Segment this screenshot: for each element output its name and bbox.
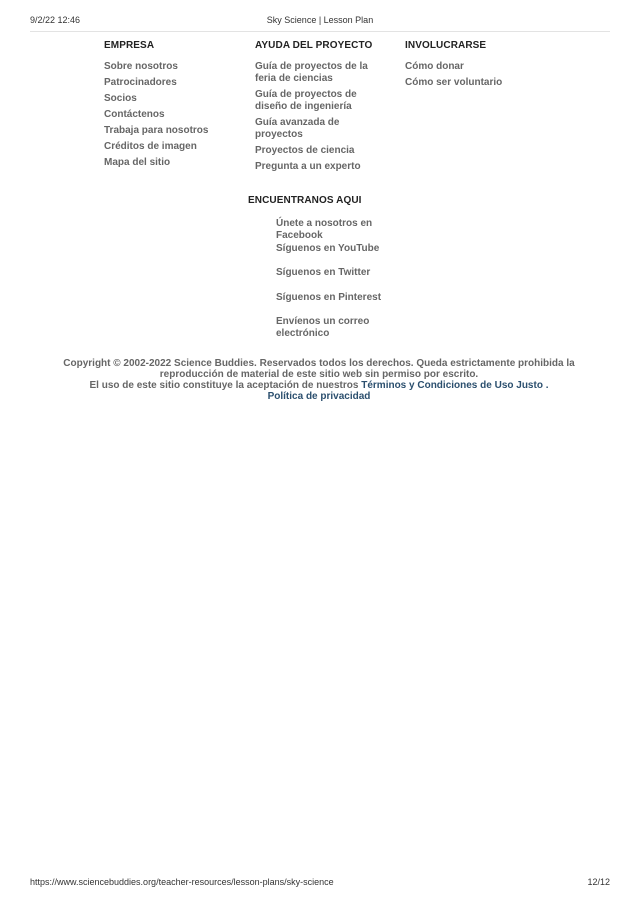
terms-suffix: . xyxy=(545,380,549,391)
footer-link-trabaja[interactable]: Trabaja para nosotros xyxy=(104,125,209,136)
link-list xyxy=(104,61,234,169)
footer-column-involucrarse xyxy=(405,40,545,93)
social-link-pinterest[interactable]: Síguenos en Pinterest xyxy=(276,291,382,303)
link-list xyxy=(405,61,545,89)
column-heading: EMPRESA xyxy=(104,40,155,51)
footer-link-creditos-imagen[interactable]: Créditos de imagen xyxy=(104,141,197,152)
copyright-text: Copyright © 2002-2022 Science Buddies. Reservados todos los derechos. Queda estrictamente prohibida la reproducción de material de este sitio web sin permiso por escrito. xyxy=(63,358,575,380)
footer-link-sobre-nosotros[interactable]: Sobre nosotros xyxy=(104,61,178,72)
print-date: 9/2/22 12:46 xyxy=(30,15,81,25)
footer-column-empresa xyxy=(104,40,234,173)
find-us-section xyxy=(248,195,398,341)
link-list xyxy=(255,61,375,173)
footer-link-guia-feria[interactable]: Guía de proyectos de la feria de ciencias xyxy=(255,61,368,84)
footer-link-guia-avanzada[interactable]: Guía avanzada de proyectos xyxy=(255,117,340,140)
footer-link-como-donar[interactable]: Cómo donar xyxy=(405,61,464,72)
page-number: 12/12 xyxy=(587,877,610,887)
social-link-twitter[interactable]: Síguenos en Twitter xyxy=(276,267,371,278)
footer-link-guia-ingenieria[interactable]: Guía de proyectos de diseño de ingeniería xyxy=(255,89,357,112)
column-heading: AYUDA DEL PROYECTO xyxy=(255,40,373,51)
terms-prefix: El uso de este sitio constituye la aceptación de nuestros xyxy=(89,380,362,391)
social-link-list xyxy=(248,218,398,339)
print-header xyxy=(30,15,610,29)
print-title: Sky Science | Lesson Plan xyxy=(266,15,374,25)
terms-line xyxy=(40,380,598,391)
social-link-email[interactable]: Envíenos un correo electrónico xyxy=(276,316,370,339)
footer-link-contactenos[interactable]: Contáctenos xyxy=(104,109,165,120)
privacy-link[interactable]: Política de privacidad xyxy=(267,391,371,402)
footer-link-proyectos-ciencia[interactable]: Proyectos de ciencia xyxy=(255,145,355,156)
terms-link[interactable]: Términos y Condiciones de Uso Justo xyxy=(361,380,546,391)
copyright-block xyxy=(40,358,598,402)
footer-link-voluntario[interactable]: Cómo ser voluntario xyxy=(405,77,503,88)
footer-link-patrocinadores[interactable]: Patrocinadores xyxy=(104,77,177,88)
page-url: https://www.sciencebuddies.org/teacher-resources/lesson-plans/sky-science xyxy=(30,877,334,887)
social-link-youtube[interactable]: Síguenos en YouTube xyxy=(276,242,380,254)
footer-column-ayuda xyxy=(255,40,375,177)
social-link-facebook[interactable]: Únete a nosotros en Facebook xyxy=(276,218,373,241)
footer-link-socios[interactable]: Socios xyxy=(104,93,137,104)
section-heading: ENCUENTRANOS AQUI xyxy=(248,195,362,206)
header-divider xyxy=(30,31,610,32)
column-heading: INVOLUCRARSE xyxy=(405,40,487,51)
footer-link-pregunta-experto[interactable]: Pregunta a un experto xyxy=(255,161,361,172)
footer-link-mapa-sitio[interactable]: Mapa del sitio xyxy=(104,157,171,168)
